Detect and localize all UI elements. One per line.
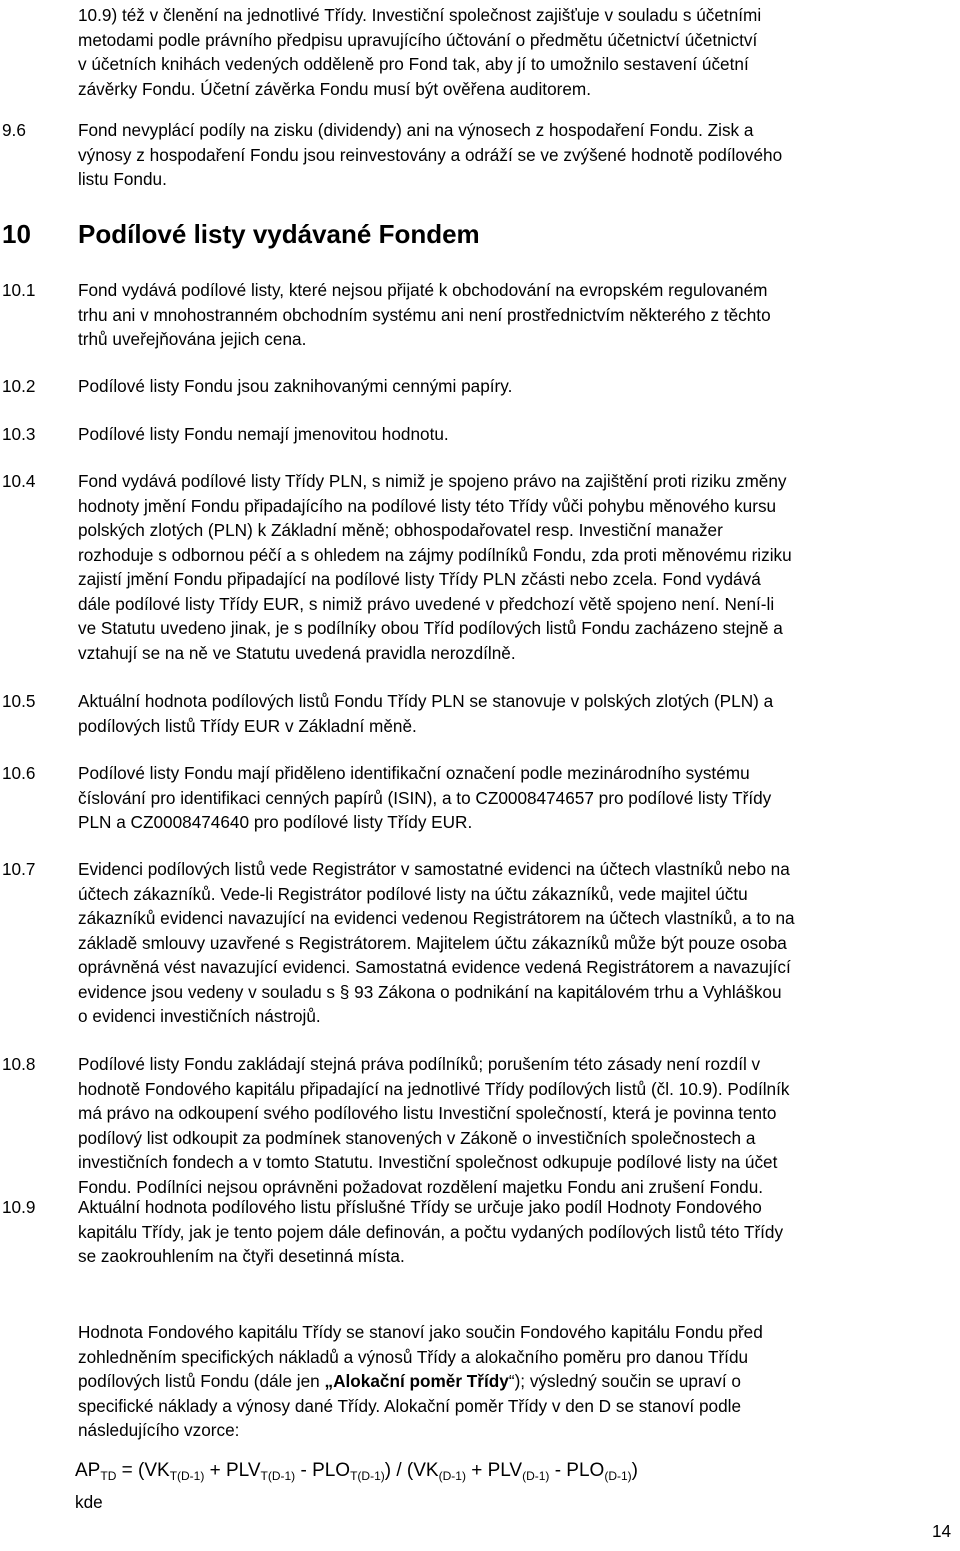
heading-number: 10: [2, 219, 31, 249]
formula-subscript: T(D-1): [260, 1469, 296, 1483]
section-10-1-text: [78, 278, 956, 352]
text-line: Evidenci podílových listů vede Registrátor v samostatné evidenci na účtech vlastníků nebo na: [78, 859, 790, 879]
text-line: výnosy z hospodaření Fondu jsou reinvestovány a odráží se ve zvýšené hodnotě podílového: [78, 144, 783, 165]
intro-paragraph: [78, 3, 956, 101]
section-10-5-text: [78, 689, 956, 738]
text-line: podílový list odkoupit za podmínek stanovených v Zákoně o investičních společnostech a: [78, 1127, 756, 1148]
text-line: hodnotě Fondového kapitálu připadající na jednotlivé Třídy podílových listů (čl. 10.9). Podílník: [78, 1078, 790, 1099]
text-line: 10.9) též v členění na jednotlivé Třídy. Investiční společnost zajišťuje v souladu s účetními: [78, 5, 762, 25]
formula-subscript: (D-1): [438, 1469, 466, 1483]
section-10-4-text: [78, 469, 956, 665]
section-10-6-text: [78, 761, 956, 835]
text-line: účtech zákazníků. Vede-li Registrátor podílové listy na účtu zákazníků, vede majitel účtu: [78, 883, 748, 904]
formula-subscript: (D-1): [522, 1469, 550, 1483]
formula-term: ) / (VK: [384, 1460, 439, 1481]
text-line: následujícího vzorce:: [78, 1420, 240, 1440]
formula-subscript: T(D-1): [350, 1469, 385, 1483]
text-line: zajistí jmění Fondu připadající na podílové listy Třídy PLN zčásti nebo zcela. Fond vydává: [78, 569, 761, 589]
formula-subscript: (D-1): [604, 1469, 632, 1483]
text-line: polských zlotých (PLN) k Základní měně; obhospodařovatel resp. Investiční manažer: [78, 520, 723, 540]
section-10-8-text: [78, 1052, 956, 1199]
page-number: 14: [932, 1521, 952, 1541]
text-line: kapitálu Třídy, jak je tento pojem dále definován, a počtu vydaných podílových listů této Třídy: [78, 1221, 784, 1242]
text-line: má právo na odkoupení svého podílového listu Investiční společností, která je povinna tento: [78, 1103, 777, 1123]
formula-where-label: kde: [75, 1492, 103, 1512]
text-line: závěrky Fondu. Účetní závěrka Fondu musí být ověřena auditorem.: [78, 78, 592, 99]
text-line: podílových listů Třídy EUR v Základní měně.: [78, 715, 417, 736]
text-line: se zaokrouhlením na čtyři desetinná místa.: [78, 1246, 405, 1266]
section-number: 9.6: [2, 120, 26, 140]
section-number: 10.6: [2, 763, 36, 783]
text-line: trhů uveřejňována jejich cena.: [78, 329, 307, 349]
text-line: listu Fondu.: [78, 169, 167, 189]
text-line: o evidenci investičních nástrojů.: [78, 1006, 321, 1026]
text-line: trhu ani v mnohostranném obchodním systému ani není prostřednictvím některého z těchto: [78, 304, 771, 325]
text-line: Fondu. Podílníci nejsou oprávněni požadovat rozdělení majetku Fondu ani zrušení Fondu.: [78, 1176, 764, 1197]
text-line: Aktuální hodnota podílových listů Fondu Třídy PLN se stanovuje v polských zlotých (PLN) a: [78, 691, 774, 711]
section-9-6-text: [78, 118, 956, 192]
formula-subscript: T(D-1): [169, 1469, 205, 1483]
text-line: specifické náklady a výnosy dané Třídy. Alokační poměr Třídy v den D se stanoví podle: [78, 1395, 742, 1416]
section-heading: [2, 218, 480, 250]
text-line: investičních fondech a v tomto Statutu. Investiční společnost odkupuje podílové listy na účet: [78, 1152, 778, 1172]
section-number: 10.7: [2, 859, 36, 879]
text-line: Podílové listy Fondu mají přiděleno identifikační označení podle mezinárodního systému: [78, 763, 750, 783]
text-run: “); výsledný součin se upraví o: [508, 1371, 741, 1391]
allocation-formula: [75, 1458, 638, 1484]
text-line: zohledněním specifických nákladů a výnosů Třídy a alokačního poměru pro danou Třídu: [78, 1346, 749, 1367]
formula-term: ): [631, 1460, 638, 1481]
text-run: podílových listů Fondu (dále jen: [78, 1371, 325, 1391]
formula-subscript: TD: [100, 1469, 117, 1483]
text-line: evidence jsou vedeny v souladu s § 93 Zákona o podnikání na kapitálovém trhu a Vyhláškou: [78, 981, 782, 1002]
section-number: 10.3: [2, 424, 36, 444]
section-10-2-text: Podílové listy Fondu jsou zaknihovanými cennými papíry.: [78, 376, 513, 396]
text-line: oprávněná vést navazující evidenci. Samostatná evidence vedená Registrátorem a navazující: [78, 957, 791, 977]
text-line: hodnoty jmění Fondu připadajícího na podílové listy této Třídy vůči pohybu měnového kursu: [78, 495, 777, 516]
section-10-9-text: [78, 1195, 956, 1269]
text-line: Podílové listy Fondu zakládají stejná práva podílníků; porušením této zásady není rozdíl v: [78, 1054, 761, 1074]
text-line: metodami podle právního předpisu upravujícího účtování o předmětu účetnictví účetnictví: [78, 29, 758, 50]
section-10-3-text: Podílové listy Fondu nemají jmenovitou hodnotu.: [78, 424, 449, 444]
text-line: dále podílové listy Třídy EUR, s nimiž právo uvedené v předchozí větě spojeno není. Není-li: [78, 593, 775, 614]
text-line: Aktuální hodnota podílového listu příslušné Třídy se určuje jako podíl Hodnoty Fondového: [78, 1197, 762, 1217]
text-line: Fond nevyplácí podíly na zisku (dividendy) ani na výnosech z hospodaření Fondu. Zisk a: [78, 120, 754, 140]
text-line: zákazníků evidenci navazující na evidenci vedenou Registrátorem na účtech vlastníků, a to na: [78, 908, 795, 928]
formula-term: AP: [75, 1460, 101, 1481]
text-line: Fond vydává podílové listy Třídy PLN, s nimiž je spojeno právo na zajištění proti riziku změny: [78, 471, 787, 491]
section-10-7-text: [78, 857, 956, 1029]
section-10-9-alocation-text: [78, 1320, 956, 1443]
section-number: 10.2: [2, 376, 36, 396]
heading-title: Podílové listy vydávané Fondem: [78, 219, 480, 249]
section-number: 10.9: [2, 1197, 36, 1217]
formula-term: + PLV: [465, 1460, 523, 1481]
section-number: 10.4: [2, 471, 36, 491]
formula-term: + PLV: [204, 1460, 261, 1481]
text-line: Fond vydává podílové listy, které nejsou přijaté k obchodování na evropském regulovaném: [78, 280, 768, 300]
text-line: v účetních knihách vedených odděleně pro Fond tak, aby jí to umožnilo sestavení účetní: [78, 54, 749, 74]
formula-term: - PLO: [549, 1460, 605, 1481]
text-line: [78, 1369, 956, 1394]
text-line: vztahují se na ně ve Statutu uvedená pravidla nerozdílně.: [78, 642, 516, 663]
formula-term: - PLO: [295, 1460, 351, 1481]
defined-term: „Alokační poměr Třídy: [324, 1371, 509, 1391]
section-number: 10.5: [2, 691, 36, 711]
text-line: číslování pro identifikaci cenných papírů (ISIN), a to CZ0008474657 pro podílové listy Třídy: [78, 787, 772, 808]
text-line: Hodnota Fondového kapitálu Třídy se stanoví jako součin Fondového kapitálu Fondu před: [78, 1322, 763, 1342]
text-line: ve Statutu uvedeno jinak, je s podílníky obou Tříd podílových listů Fondu zacházeno stejně a: [78, 618, 783, 638]
text-line: rozhoduje s odbornou péčí a s ohledem na zájmy podílníků Fondu, zda proti měnovému riziku: [78, 544, 792, 565]
formula-term: = (VK: [116, 1460, 170, 1481]
text-line: základě smlouvy uzavřené s Registrátorem. Majitelem účtu zákazníků může být pouze osoba: [78, 932, 787, 953]
text-line: PLN a CZ0008474640 pro podílové listy Třídy EUR.: [78, 812, 473, 832]
section-number: 10.8: [2, 1054, 36, 1074]
section-number: 10.1: [2, 280, 36, 300]
